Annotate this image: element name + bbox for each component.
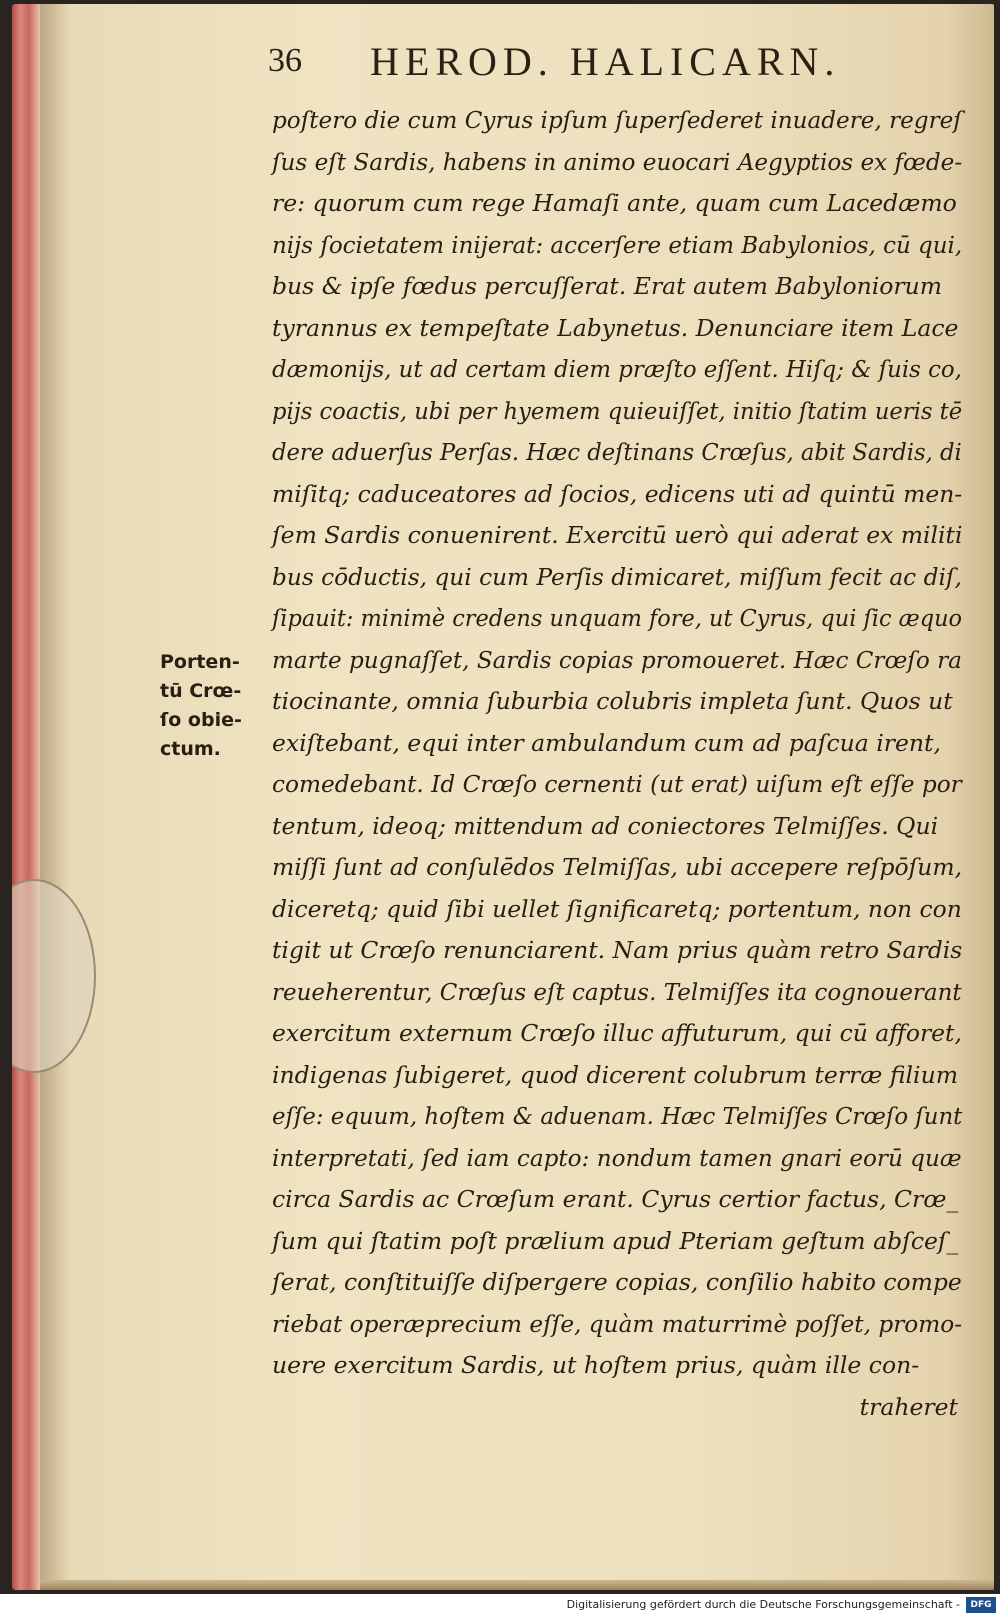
text-line: eſſe: equum, hoſtem & aduenam. Hæc Telmiſſes Crœſo ſunt: [272, 1102, 963, 1130]
footer-bar: [0, 1594, 1000, 1618]
text-line: exiſtebant, equi inter ambulandum cum ad paſcua irent,: [272, 728, 941, 757]
funding-credit: Digitalisierung gefördert durch die Deutsche Forschungsgemeinschaft -: [566, 1598, 960, 1611]
margin-note-line: tū Crœ-: [160, 680, 242, 702]
text-line: riebat operæprecium eſſe, quàm maturrimè poſſet, promo-: [272, 1309, 963, 1338]
margin-note: [160, 648, 260, 764]
page-clip: [12, 879, 96, 1073]
text-line: diceretq; quid ſibi uellet ſignificaretq; portentum, non con: [272, 894, 962, 923]
running-head: HEROD. HALICARN.: [370, 39, 841, 84]
text-line: tyrannus ex tempeſtate Labynetus. Denunciare item Lace: [272, 313, 959, 342]
text-line: dæmonijs, ut ad certam diem præſto eſſent. Hiſq; & ſuis co,: [272, 355, 962, 383]
text-line: interpretati, ſed iam capto: nondum tamen gnari eorū quæ: [272, 1143, 962, 1172]
dfg-logo: DFG: [966, 1597, 996, 1613]
text-line: uere exercitum Sardis, ut hoſtem prius, quàm ille con-: [272, 1351, 920, 1379]
bottom-page-edge: [40, 1580, 994, 1590]
text-line: bus & ipſe fœdus percuſſerat. Erat autem Babyloniorum: [272, 272, 943, 300]
text-line: tiocinante, omnia ſuburbia colubris impleta ſunt. Quos ut: [272, 687, 953, 715]
text-line: exercitum externum Crœſo illuc affuturum, qui cū afforet,: [272, 1019, 962, 1047]
margin-note-line: Porten-: [160, 651, 240, 673]
text-line: ſipauit: minimè credens unquam fore, ut Cyrus, qui ſic æquo: [272, 604, 963, 632]
text-line: reueherentur, Crœſus eſt captus. Telmiſſes ita cognouerant: [272, 977, 962, 1006]
text-line: marte pugnaſſet, Sardis copias promoueret. Hæc Crœſo ra: [272, 645, 962, 674]
text-line: bus cōductis, qui cum Perſis dimicaret, miſſum fecit ac diſ,: [272, 562, 962, 591]
text-line: circa Sardis ac Crœſum erant. Cyrus certior factus, Crœ_: [272, 1185, 959, 1213]
margin-note-line: ctum.: [160, 738, 221, 760]
text-line: miſitq; caduceatores ad ſocios, edicens uti ad quintū men-: [272, 479, 963, 508]
text-line: dere aduerſus Perſas. Hæc deſtinans Crœſus, abit Sardis, di: [272, 438, 962, 466]
text-line: tentum, ideoq; mittendum ad coniectores Telmiſſes. Qui: [272, 811, 939, 840]
page-number: 36: [268, 42, 302, 79]
text-line: poſtero die cum Cyrus ipſum ſuperſederet inuadere, regreſ: [272, 106, 962, 134]
text-line: nijs ſocietatem inijerat: accerſere etiam Babylonios, cū qui,: [272, 230, 963, 259]
text-line: ſus eſt Sardis, habens in animo euocari Aegyptios ex fœde-: [272, 147, 963, 176]
text-line: re: quorum cum rege Hamaſi ante, quam cum Lacedæmo: [272, 189, 957, 217]
text-line: comedebant. Id Crœſo cernenti (ut erat) uiſum eſt eſſe por: [272, 770, 962, 798]
gutter-shadow: [40, 4, 70, 1590]
catchword: traheret: [859, 1392, 958, 1421]
page-header: [268, 38, 928, 88]
text-line: indigenas ſubigeret, quod dicerent colubrum terræ filium: [272, 1060, 958, 1089]
text-line: miſſi ſunt ad conſulēdos Telmiſſas, ubi accepere reſpōſum,: [272, 853, 963, 881]
text-line: ſem Sardis conuenirent. Exercitū uerò qui aderat ex militi: [272, 521, 963, 549]
margin-note-line: ſo obie-: [160, 709, 242, 731]
text-line: ſerat, conſtituiſſe diſpergere copias, conſilio habito compe: [272, 1268, 962, 1296]
red-page-edge: [12, 4, 40, 1590]
text-line: pijs coactis, ubi per hyemem quieuiſſet, initio ſtatim ueris tē: [272, 396, 963, 425]
text-line: tigit ut Crœſo renunciarent. Nam prius quàm retro Sardis: [272, 936, 963, 964]
text-line: ſum qui ſtatim poſt prælium apud Pteriam geſtum abſceſ_: [272, 1226, 959, 1255]
body-text: [272, 100, 962, 1428]
